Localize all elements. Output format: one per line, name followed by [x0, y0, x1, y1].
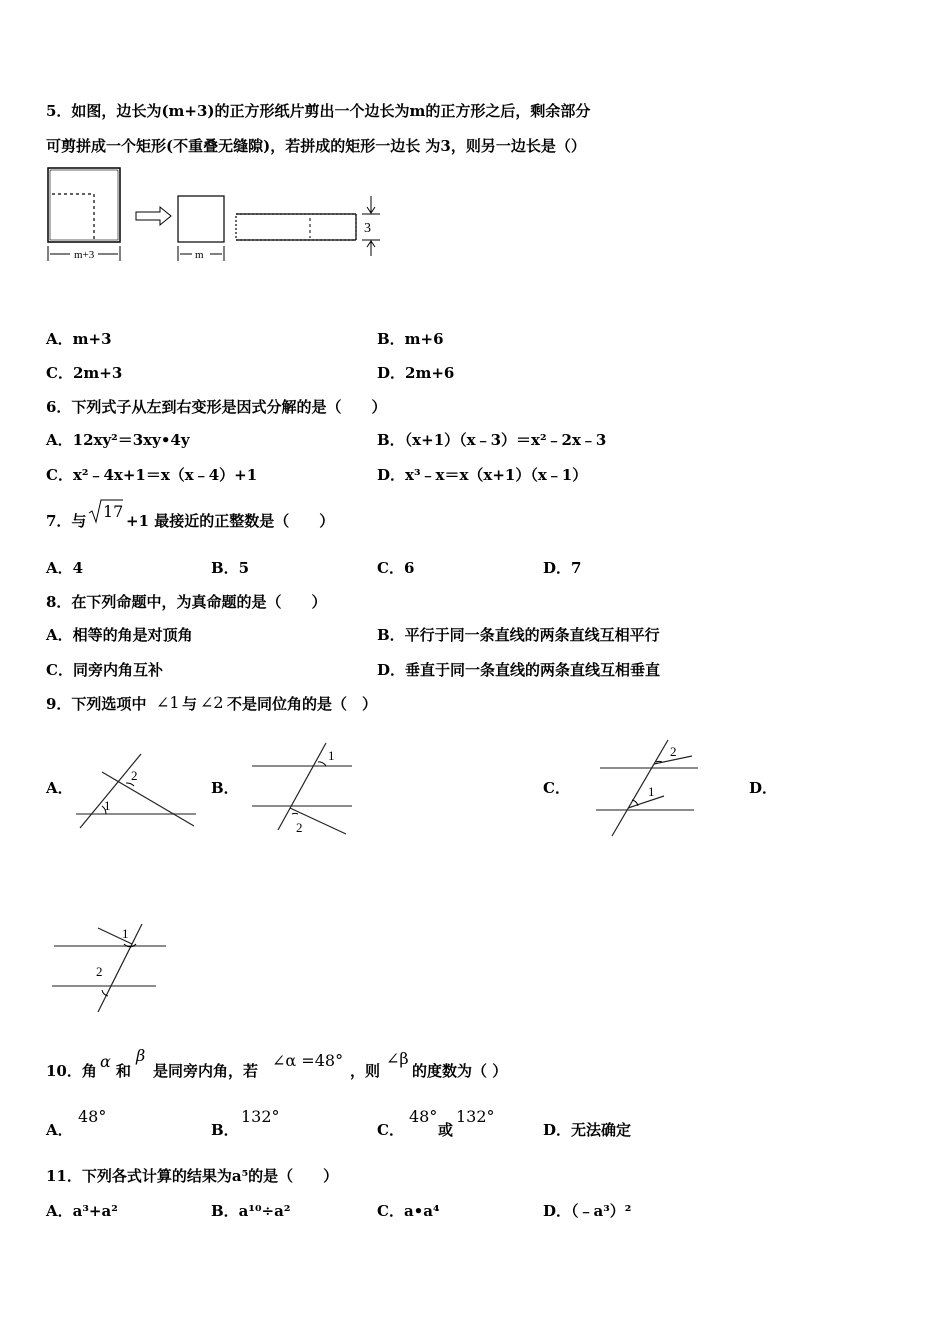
q9-option-d[interactable]: D．: [749, 779, 778, 797]
q9-stem-mid: 与: [182, 695, 198, 713]
q9d-label-1: 1: [122, 926, 129, 941]
q9-option-c[interactable]: C．: [543, 779, 570, 797]
q9-figure-b[interactable]: [250, 740, 360, 840]
q10-angle-beta: ∠β: [386, 1049, 409, 1068]
q10-stem-suffix: 的度数为（ ）: [412, 1062, 508, 1080]
q10-option-a-value[interactable]: 48°: [78, 1107, 107, 1126]
q7-option-d[interactable]: D．7: [543, 559, 582, 577]
q9a-label-1: 1: [104, 798, 111, 813]
q9-figure-a[interactable]: [76, 752, 201, 832]
q9c-label-2: 2: [670, 744, 677, 759]
q11-option-c[interactable]: C．a•a⁴: [377, 1202, 440, 1220]
q10-and: 和: [116, 1062, 132, 1080]
q8-option-c[interactable]: C．同旁内角互补: [46, 661, 163, 679]
q9b-label-2: 2: [296, 820, 303, 835]
q10-stem-mid: 是同旁内角，若: [153, 1062, 259, 1080]
q5-label-m: m: [195, 249, 204, 261]
q5-figure: [44, 166, 389, 266]
q9-stem-suffix: 不是同位角的是（ ）: [227, 695, 378, 713]
q5-option-d[interactable]: D．2m+6: [377, 364, 455, 382]
q10-option-b-value[interactable]: 132°: [241, 1107, 280, 1126]
q9-angle1: ∠1: [156, 693, 180, 712]
q5-label-3: 3: [364, 221, 371, 236]
q6-option-b[interactable]: B．（x+1）（x﹣3）＝x²﹣2x﹣3: [377, 431, 607, 449]
q9-figure-d[interactable]: [50, 922, 170, 1014]
q10-option-b-label[interactable]: B．: [211, 1121, 239, 1139]
q9b-label-1: 1: [328, 748, 335, 763]
q7-stem-prefix: 7．与: [46, 512, 87, 530]
q7-option-b[interactable]: B．5: [211, 559, 250, 577]
q9-stem-prefix: 9．下列选项中: [46, 695, 147, 713]
q7-option-c[interactable]: C．6: [377, 559, 415, 577]
q7-sqrt-radicand: 17: [103, 502, 124, 521]
q6-option-a[interactable]: A．12xy²＝3xy•4y: [46, 431, 190, 449]
q7-option-a[interactable]: A．4: [46, 559, 84, 577]
q9-angle2: ∠2: [200, 693, 224, 712]
q8-option-d[interactable]: D．垂直于同一条直线的两条直线互相垂直: [377, 661, 661, 679]
q5-label-m-plus-3: m+3: [74, 249, 95, 261]
q11-option-b[interactable]: B．a¹⁰÷a²: [211, 1202, 291, 1220]
q9-option-a[interactable]: A．: [46, 779, 73, 797]
q7-stem-suffix: +1 最接近的正整数是（ ）: [126, 512, 335, 530]
q10-beta: β: [136, 1046, 146, 1065]
q10-alpha: α: [100, 1052, 111, 1071]
q11-stem: 11．下列各式计算的结果为a⁵的是（ ）: [46, 1167, 339, 1185]
q5-option-b[interactable]: B．m+6: [377, 330, 444, 348]
q10-option-c-value1[interactable]: 48°: [409, 1107, 438, 1126]
q6-option-c[interactable]: C．x²﹣4x+1＝x（x﹣4）+1: [46, 466, 258, 484]
q10-given-angle: ∠α =48°: [272, 1051, 344, 1070]
q10-option-c-or: 或: [438, 1121, 454, 1139]
q10-option-c-label[interactable]: C．: [377, 1121, 404, 1139]
q10-option-c-value2[interactable]: 132°: [456, 1107, 495, 1126]
q8-option-a[interactable]: A．相等的角是对顶角: [46, 626, 193, 644]
q9-option-b[interactable]: B．: [211, 779, 239, 797]
q8-option-b[interactable]: B．平行于同一条直线的两条直线互相平行: [377, 626, 660, 644]
q8-stem: 8．在下列命题中，为真命题的是（ ）: [46, 593, 327, 611]
q10-option-d[interactable]: D．无法确定: [543, 1121, 632, 1139]
q5-stem-line2: 可剪拼成一个矩形(不重叠无缝隙)，若拼成的矩形一边长 为3，则另一边长是（）: [46, 137, 586, 155]
q11-option-d[interactable]: D．（﹣a³）²: [543, 1202, 632, 1220]
q9d-label-2: 2: [96, 964, 103, 979]
q10-option-a-label[interactable]: A．: [46, 1121, 73, 1139]
q5-stem-line1: 5．如图，边长为(m+3)的正方形纸片剪出一个边长为m的正方形之后，剩余部分: [46, 102, 591, 120]
q11-option-a[interactable]: A．a³+a²: [46, 1202, 118, 1220]
q9-figure-c[interactable]: [594, 738, 704, 838]
q5-option-a[interactable]: A．m+3: [46, 330, 112, 348]
q9c-label-1: 1: [648, 784, 655, 799]
q6-stem: 6．下列式子从左到右变形是因式分解的是（ ）: [46, 398, 387, 416]
q10-stem-prefix: 10．角: [46, 1062, 97, 1080]
q5-option-c[interactable]: C．2m+3: [46, 364, 123, 382]
q9a-label-2: 2: [131, 768, 138, 783]
q6-option-d[interactable]: D．x³﹣x＝x（x+1）（x﹣1）: [377, 466, 588, 484]
q10-then: ，则: [350, 1062, 381, 1080]
